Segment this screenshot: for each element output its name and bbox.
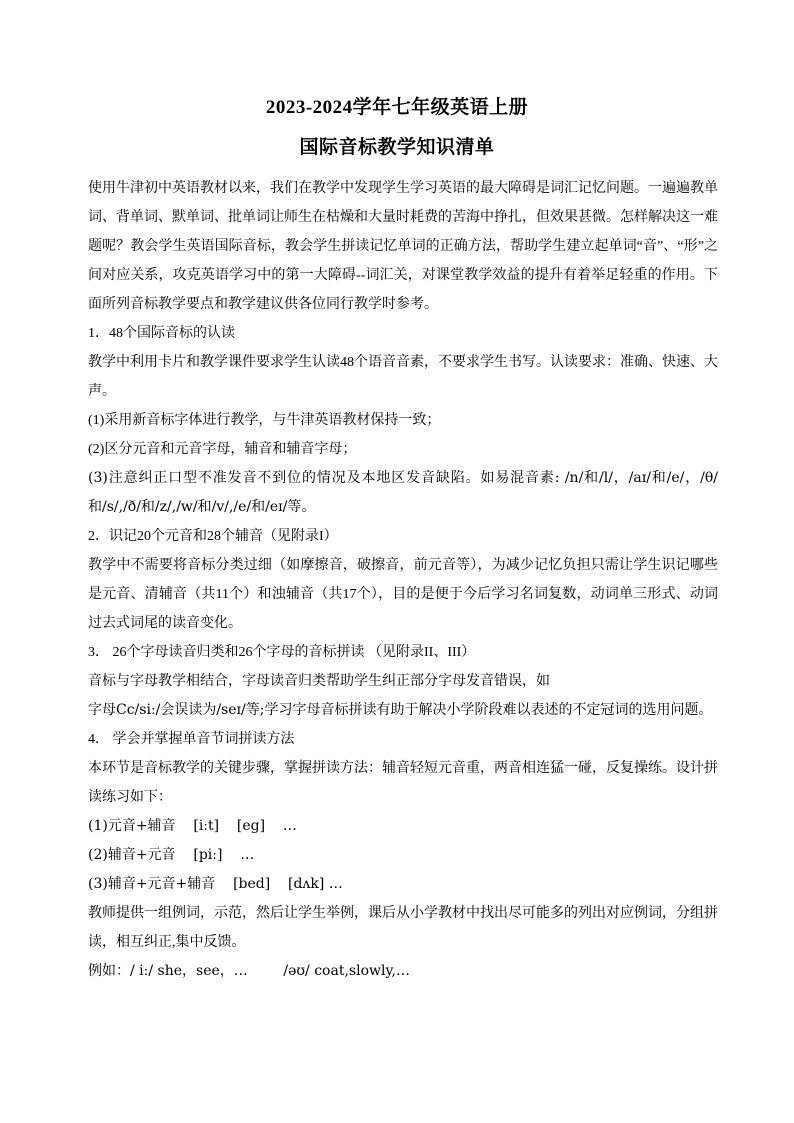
list-item: (1)元音+辅音 [iːt] [eg] …	[88, 818, 297, 834]
section-heading-2: 2．识记20个元音和28个辅音（见附录I）	[88, 529, 338, 544]
list-item: (2)辅音+元音 [piː] …	[88, 847, 255, 863]
body-paragraph: 教学中不需要将音标分类过细（如摩擦音，破擦音，前元音等），为减少记忆负担只需让学生识记哪些是元音、清辅音（共11个）和浊辅音（共17个），目的是便于今后学习名词复数，动词单三形式、动词过去式词尾的读音变化。	[88, 558, 718, 631]
body-paragraph: 音标与字母教学相结合，字母读音归类帮助学生纠正部分字母发音错误，如	[88, 674, 550, 689]
section-heading-3: 3． 26个字母读音归类和26个字母的音标拼读 （见附录II、III）	[88, 645, 476, 660]
list-item: (3)注意纠正口型不准发音不到位的情况及本地区发音缺陷。如易混音素: /n/和/l/，/aɪ/和/e/，/θ/和/s/,/ð/和/z/,/w/和/v/,/e/和/eɪ/等。	[88, 470, 718, 515]
body-paragraph: 本环节是音标教学的关键步骤，掌握拼读方法：辅音轻短元音重，两音相连猛一碰，反复操练。设计拼读练习如下：	[88, 761, 718, 805]
list-item: (3)辅音+元音+辅音 [bed] [dʌk] …	[88, 876, 343, 892]
body-paragraph: 教学中利用卡片和教学课件要求学生认读48个语音音素，不要求学生书写。认读要求：准确、快速、大声。	[88, 355, 718, 399]
list-item: (2)区分元音和元音字母，辅音和辅音字母；	[88, 442, 357, 457]
document-body	[88, 174, 718, 986]
section-heading-1: 1．48个国际音标的认读	[88, 326, 235, 341]
intro-paragraph: 使用牛津初中英语教材以来，我们在教学中发现学生学习英语的最大障碍是词汇记忆问题。一遍遍教单词、背单词、默单词、批单词让师生在枯燥和大量时耗费的苦海中挣扎，但效果甚微。怎样解决这一难题呢？教会学生英语国际音标，教会学生拼读记忆单词的正确方法，帮助学生建立起单词“音”、“形”之间对应关系，攻克英语学习中的第一大障碍--词汇关，对课堂教学效益的提升有着举足轻重的作用。下面所列音标教学要点和教学建议供各位同行教学时参考。	[88, 181, 718, 312]
document-title: 2023-2024学年七年级英语上册	[265, 97, 529, 118]
list-item: (1)采用新音标字体进行教学，与牛津英语教材保持一致；	[88, 413, 441, 428]
body-paragraph: 字母Cc/siː/会误读为/seɪ/等;学习字母音标拼读有助于解决小学阶段难以表述的不定冠词的选用问题。	[88, 702, 713, 718]
document-subtitle: 国际音标教学知识清单	[299, 137, 495, 158]
body-paragraph: 教师提供一组例词，示范，然后让学生举例，课后从小学教材中找出尽可能多的列出对应例词，分组拼读，相互纠正,集中反馈。	[88, 906, 718, 950]
example-line: 例如：/ iː/ she，see，… /əʊ/ coat,slowly,…	[88, 963, 410, 979]
section-heading-4: 4． 学会并掌握单音节词拼读方法	[88, 732, 295, 747]
